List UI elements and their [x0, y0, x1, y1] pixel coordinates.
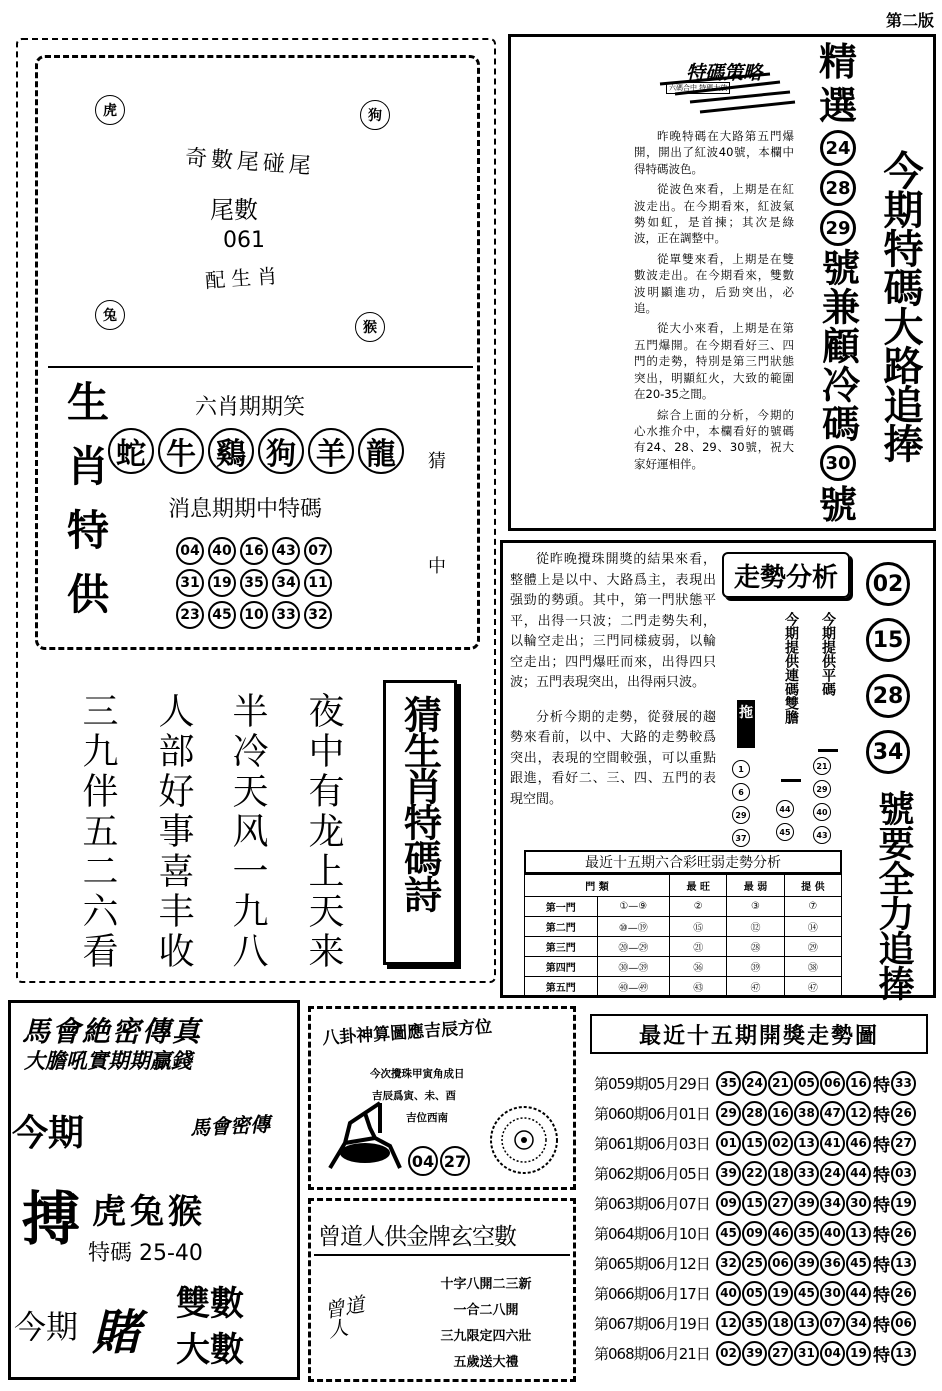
fax-sp: 特碼 25-40: [88, 1241, 203, 1266]
table-row: [594, 1308, 916, 1338]
rec-period: 第064期06月10日: [594, 1224, 710, 1243]
rec-num: 46: [846, 1131, 871, 1156]
num: 40: [208, 537, 236, 565]
t15-cell: ⑫: [727, 917, 784, 937]
rec-num: 30: [846, 1191, 871, 1216]
right-num: 15: [866, 618, 910, 662]
rec-num: 35: [716, 1071, 741, 1096]
gold-line: 五歲送大禮: [453, 1355, 519, 1370]
small-num: 44: [776, 800, 794, 818]
rec-period: 第062期06月05日: [594, 1164, 710, 1183]
rec-special: 13: [891, 1251, 916, 1276]
t15-title: 最近十五期六合彩旺弱走勢分析: [524, 850, 842, 874]
sel-c: 號兼顧冷碼: [815, 248, 860, 443]
num: 33: [272, 601, 300, 629]
rec-num: 39: [716, 1161, 741, 1186]
zodiac-2: 牛: [158, 428, 204, 474]
rec-num: 02: [768, 1131, 793, 1156]
strategy-logo-text: 特碼策略: [686, 62, 763, 84]
num: 45: [208, 601, 236, 629]
table-row: [525, 977, 842, 997]
strategy-text: [634, 128, 794, 472]
num: 43: [272, 537, 300, 565]
rec-num: 19: [768, 1281, 793, 1306]
rec-special-label: 特: [873, 1225, 890, 1246]
rec-period: 第065期06月12日: [594, 1254, 710, 1273]
rec-num: 39: [794, 1191, 819, 1216]
t15-cell: 第一門: [525, 897, 598, 917]
poem-col-3: 人部好事喜丰收: [153, 692, 194, 972]
bagua-num: 04: [408, 1146, 438, 1176]
t15-cell: ①—⑨: [597, 897, 670, 917]
rec-rows: [594, 1068, 916, 1368]
t15-cell: ㉙: [784, 937, 841, 957]
table-row: [594, 1098, 916, 1128]
rec-period: 第063期06月07日: [594, 1194, 710, 1213]
rec-num: 34: [820, 1191, 845, 1216]
gold-title: 曾道人供金牌玄空數: [318, 1224, 516, 1250]
t15-cell: ③: [727, 897, 784, 917]
rec-special-label: 特: [873, 1135, 890, 1156]
rec-special: 33: [891, 1071, 916, 1096]
num: 35: [240, 569, 268, 597]
rec-special-label: 特: [873, 1195, 890, 1216]
rec-num: 45: [794, 1281, 819, 1306]
num: 07: [304, 537, 332, 565]
strategy-logo: [620, 58, 800, 120]
rec-num: 44: [846, 1281, 871, 1306]
rec-special: 26: [891, 1101, 916, 1126]
rec-num: 05: [742, 1281, 767, 1306]
six-vertical: 生肖特供: [61, 380, 110, 636]
t15-cell: ㊴: [727, 957, 784, 977]
table-row: [525, 937, 842, 957]
small-num: 6: [732, 783, 750, 801]
num: 34: [272, 569, 300, 597]
sel-d: 號: [818, 483, 857, 527]
trend-b1: 今期提供平碼: [818, 612, 838, 752]
t15-cell: ②: [670, 897, 727, 917]
t15-header: 最 弱: [727, 875, 784, 897]
rec-num: 24: [820, 1161, 845, 1186]
zodiac-4: 狗: [258, 428, 304, 474]
num: 11: [304, 569, 332, 597]
zodiac-5: 羊: [308, 428, 354, 474]
strategy-para: 昨晚特碼在大路第五門爆開，開出了紅波40號，本欄中得特碼波色。: [634, 129, 794, 176]
rec-special: 26: [891, 1221, 916, 1246]
t15-header: 提 供: [784, 875, 841, 897]
trend-para: 分析今期的走勢，從發展的趨勢來看前，以中、大路的走勢較爲突出，表現的空間較强，可以重點跟進，看好二、三、四、五門的表現空間。: [510, 709, 716, 807]
small-num: 29: [732, 806, 750, 824]
divider: [48, 366, 473, 368]
rec-num: 41: [820, 1131, 845, 1156]
rec-period: 第060期06月01日: [594, 1104, 710, 1123]
rec-num: 13: [846, 1221, 871, 1246]
rec-num: 09: [742, 1221, 767, 1246]
small-num: 43: [813, 826, 831, 844]
zodiac-6: 龍: [358, 428, 404, 474]
gold-line: 三九限定四六壯: [440, 1329, 532, 1344]
rec-num: 30: [820, 1281, 845, 1306]
sel-b: 選: [818, 84, 857, 128]
trend-text: [510, 550, 716, 810]
strategy-para: 從單雙來看，上期是在雙數波走出。在今期看來，雙數波明顯進功，后勁突出，必追。: [634, 251, 794, 316]
bagua-num: 27: [440, 1146, 470, 1176]
rec-num: 24: [742, 1071, 767, 1096]
rec-num: 39: [794, 1251, 819, 1276]
t15-cell: ⑦: [784, 897, 841, 917]
t15-table: [524, 874, 842, 997]
poem-title: 猜生肖特碼詩: [397, 695, 442, 911]
rec-period: 第067期06月19日: [594, 1314, 710, 1333]
rec-num: 25: [742, 1251, 767, 1276]
small-num: 29: [813, 780, 831, 798]
corner-monkey: 猴: [355, 312, 385, 342]
rec-num: 44: [846, 1161, 871, 1186]
fax-t2: 大膽吼實期期贏錢: [24, 1048, 192, 1073]
rec-num: 45: [716, 1221, 741, 1246]
right-num: 28: [866, 674, 910, 718]
speed-lines-icon: [620, 58, 800, 120]
rec-num: 19: [846, 1341, 871, 1366]
right-num: 02: [866, 562, 910, 606]
fax-d1: 雙數: [176, 1284, 244, 1324]
sel-num: 29: [820, 210, 856, 246]
sel-num: 24: [820, 130, 856, 166]
rec-special-label: 特: [873, 1255, 890, 1276]
rec-num: 40: [716, 1281, 741, 1306]
small-num: 45: [776, 823, 794, 841]
t15-cell: ㊳: [784, 957, 841, 977]
side-hit: 中: [428, 556, 446, 577]
rec-num: 09: [716, 1191, 741, 1216]
archer-rider-icon: [320, 1098, 410, 1178]
compass-icon: [488, 1104, 560, 1176]
sel-last: 30: [820, 445, 856, 481]
t15-cell: ⑩—⑲: [597, 917, 670, 937]
fax-t1: 馬會絶密傳真: [22, 1015, 203, 1048]
strategy-logo-sub: 六碼合中 特碼大放: [666, 82, 730, 94]
rec-special: 03: [891, 1161, 916, 1186]
rec-num: 06: [768, 1251, 793, 1276]
trend-b3: 拖: [737, 700, 755, 748]
corner-tiger: 虎: [95, 95, 125, 125]
fax-t3: 今期: [12, 1113, 85, 1154]
t15-cell: ㊱: [670, 957, 727, 977]
small-num: 1: [732, 760, 750, 778]
tail-num: 061: [223, 228, 265, 253]
rec-period: 第068期06月21日: [594, 1344, 710, 1363]
bagua-l2: 吉辰爲寅、未、酉: [372, 1090, 456, 1102]
gold-title-rule: [314, 1254, 570, 1256]
rec-num: 46: [768, 1221, 793, 1246]
table-row: [525, 897, 842, 917]
bagua-l1: 今次攪珠甲寅角成日: [370, 1068, 465, 1080]
rec-num: 02: [716, 1341, 741, 1366]
rec-num: 32: [716, 1251, 741, 1276]
num: 10: [240, 601, 268, 629]
gold-line: 十字八開二三新: [440, 1277, 532, 1292]
corner-rabbit: 兔: [95, 300, 125, 330]
num: 23: [176, 601, 204, 629]
num: 19: [208, 569, 236, 597]
table-row: [594, 1218, 916, 1248]
rec-num: 28: [742, 1101, 767, 1126]
rec-num: 47: [820, 1101, 845, 1126]
t15-cell: ㊸: [670, 977, 727, 997]
rec-special-label: 特: [873, 1285, 890, 1306]
trend-logo: 走勢分析: [722, 552, 850, 598]
strategy-big: 今期特碼大路追捧: [877, 150, 923, 462]
t15-cell: ㉘: [727, 937, 784, 957]
six-sub: 消息期期中特碼: [168, 497, 323, 522]
rec-special-label: 特: [873, 1105, 890, 1126]
rec-num: 45: [846, 1251, 871, 1276]
right-num: 34: [866, 730, 910, 774]
rec-num: 13: [794, 1131, 819, 1156]
trend-right-text: 號要全力追捧: [873, 790, 914, 1000]
poem-title-box: [383, 680, 457, 965]
side-guess: 猜: [428, 451, 446, 472]
tail-sub: 尾數: [210, 196, 258, 224]
tail-title: 奇數尾碰尾: [184, 145, 316, 180]
trend-c2: [776, 800, 794, 841]
trend-c1: [813, 757, 831, 844]
num: 32: [304, 601, 332, 629]
gold-signature: 曾道人: [322, 1292, 367, 1343]
t15-cell: 第四門: [525, 957, 598, 977]
table-row: [594, 1068, 916, 1098]
rec-special-label: 特: [873, 1075, 890, 1096]
rec-num: 15: [742, 1191, 767, 1216]
rec-num: 15: [742, 1131, 767, 1156]
t15-cell: 第三門: [525, 937, 598, 957]
rec-num: 38: [794, 1101, 819, 1126]
rec-num: 35: [742, 1311, 767, 1336]
t15-cell: ⑮: [670, 917, 727, 937]
rec-num: 29: [716, 1101, 741, 1126]
num: 31: [176, 569, 204, 597]
six-grid: [176, 537, 334, 629]
zodiac-1: 蛇: [108, 428, 154, 474]
rec-num: 07: [820, 1311, 845, 1336]
rec-special: 19: [891, 1191, 916, 1216]
strategy-para: 綜合上面的分析，今期的心水推介中，本欄看好的號碼有24、28、29、30號，祝大家好運相伴。: [634, 407, 794, 471]
t15-cell: ㊼: [784, 977, 841, 997]
poem-col-2: 半冷天风一九八: [227, 692, 268, 972]
bagua-title: 八卦神算圖應吉辰方位: [321, 1017, 493, 1049]
trend-right-nums: [866, 562, 910, 774]
rec-num: 01: [716, 1131, 741, 1156]
rec-num: 05: [794, 1071, 819, 1096]
t15-cell: ㉚—㊴: [597, 957, 670, 977]
rec-num: 13: [794, 1311, 819, 1336]
strategy-para: 從大小來看，上期是在第五門爆開。在今期看好三、四門的走勢，特別是第三門狀態突出，明顯紅火，大致的範圍在20-35之間。: [634, 321, 794, 402]
rec-special: 06: [891, 1311, 916, 1336]
zodiac-3: 鷄: [208, 428, 254, 474]
table-row: [594, 1128, 916, 1158]
small-num: 40: [813, 803, 831, 821]
rec-num: 22: [742, 1161, 767, 1186]
trend-para: 從昨晚攪珠開獎的結果來看，整體上是以中、大路爲主，表現出强勁的勢頭。其中，第一門狀態平平，出得一只波；二門走勢失利，以輪空走出；三門同樣疲弱，以輪空走出；四門爆旺而來，出得四只波；五門表現突出，出得兩只波。: [510, 552, 716, 690]
t15-cell: 第五門: [525, 977, 598, 997]
rec-num: 27: [768, 1191, 793, 1216]
rec-num: 39: [742, 1341, 767, 1366]
six-title: 六肖期期笑: [195, 395, 306, 420]
table-row: [594, 1188, 916, 1218]
trend-b2: 今期提供連碼雙膽: [781, 612, 801, 782]
selection-column: [814, 40, 862, 527]
rec-special: 26: [891, 1281, 916, 1306]
t15-header: 最 旺: [670, 875, 727, 897]
poem-col-4: 三九伴五二六看: [77, 692, 118, 972]
fax-d2: 大數: [176, 1330, 244, 1370]
t15-header: 門 類: [525, 875, 670, 897]
rec-special-label: 特: [873, 1315, 890, 1336]
small-num: 21: [813, 757, 831, 775]
t15-cell: ㊵—㊾: [597, 977, 670, 997]
table-row: [594, 1338, 916, 1368]
t15-cell: 第二門: [525, 917, 598, 937]
rec-num: 18: [768, 1311, 793, 1336]
bagua-nums: [408, 1146, 470, 1176]
rec-special-label: 特: [873, 1165, 890, 1186]
rec-num: 36: [820, 1251, 845, 1276]
rec-num: 16: [768, 1101, 793, 1126]
rec-num: 18: [768, 1161, 793, 1186]
rec-num: 12: [846, 1101, 871, 1126]
strategy-para: 從波色來看，上期是在紅波走出。在今期看來，紅波氣勢如虹，是首揀；其次是綠波，正在調整中。: [634, 182, 794, 246]
zodiac-row: [108, 428, 404, 474]
rec-special: 13: [891, 1341, 916, 1366]
tail-foot: 配生肖: [204, 263, 284, 293]
table-row: [525, 917, 842, 937]
rec-num: 04: [820, 1341, 845, 1366]
small-num: 37: [732, 829, 750, 847]
poem-col-1: 夜中有龙上天来: [303, 692, 344, 972]
trend-c3: [732, 760, 750, 847]
rec-num: 35: [794, 1221, 819, 1246]
rec-num: 06: [820, 1071, 845, 1096]
fax-zodiac: 虎兔猴: [92, 1192, 206, 1232]
fax-t5: 今期: [14, 1308, 79, 1346]
fax-t4: 搏: [22, 1185, 81, 1253]
bagua-l3: 吉位西南: [406, 1112, 448, 1124]
rec-num: 21: [768, 1071, 793, 1096]
rec-num: 34: [846, 1311, 871, 1336]
gold-lines: [416, 1272, 556, 1376]
fax-seal: 馬會密傳: [189, 1111, 271, 1141]
gold-line: 一合二八開: [453, 1303, 519, 1318]
table-row: [525, 957, 842, 977]
sel-num: 28: [820, 170, 856, 206]
num: 16: [240, 537, 268, 565]
fax-t6: 賭: [92, 1305, 141, 1361]
t15-cell: ㊼: [727, 977, 784, 997]
rec-title: 最近十五期開獎走勢圖: [590, 1014, 928, 1054]
t15-cell: ⑳—㉙: [597, 937, 670, 957]
rec-period: 第066期06月17日: [594, 1284, 710, 1303]
rec-num: 16: [846, 1071, 871, 1096]
corner-dog: 狗: [360, 100, 390, 130]
sel-a: 精: [818, 40, 857, 84]
rec-period: 第059期05月29日: [594, 1074, 710, 1093]
table-row: [594, 1158, 916, 1188]
rec-period: 第061期06月03日: [594, 1134, 710, 1153]
rec-num: 12: [716, 1311, 741, 1336]
num: 04: [176, 537, 204, 565]
table-row: [594, 1248, 916, 1278]
rec-special: 27: [891, 1131, 916, 1156]
rec-num: 33: [794, 1161, 819, 1186]
table-row: [594, 1278, 916, 1308]
rec-num: 40: [820, 1221, 845, 1246]
t15-cell: ⑭: [784, 917, 841, 937]
rec-num: 31: [794, 1341, 819, 1366]
t15-cell: ㉑: [670, 937, 727, 957]
rec-num: 27: [768, 1341, 793, 1366]
page-label: 第二版: [885, 11, 934, 30]
rec-special-label: 特: [873, 1345, 890, 1366]
